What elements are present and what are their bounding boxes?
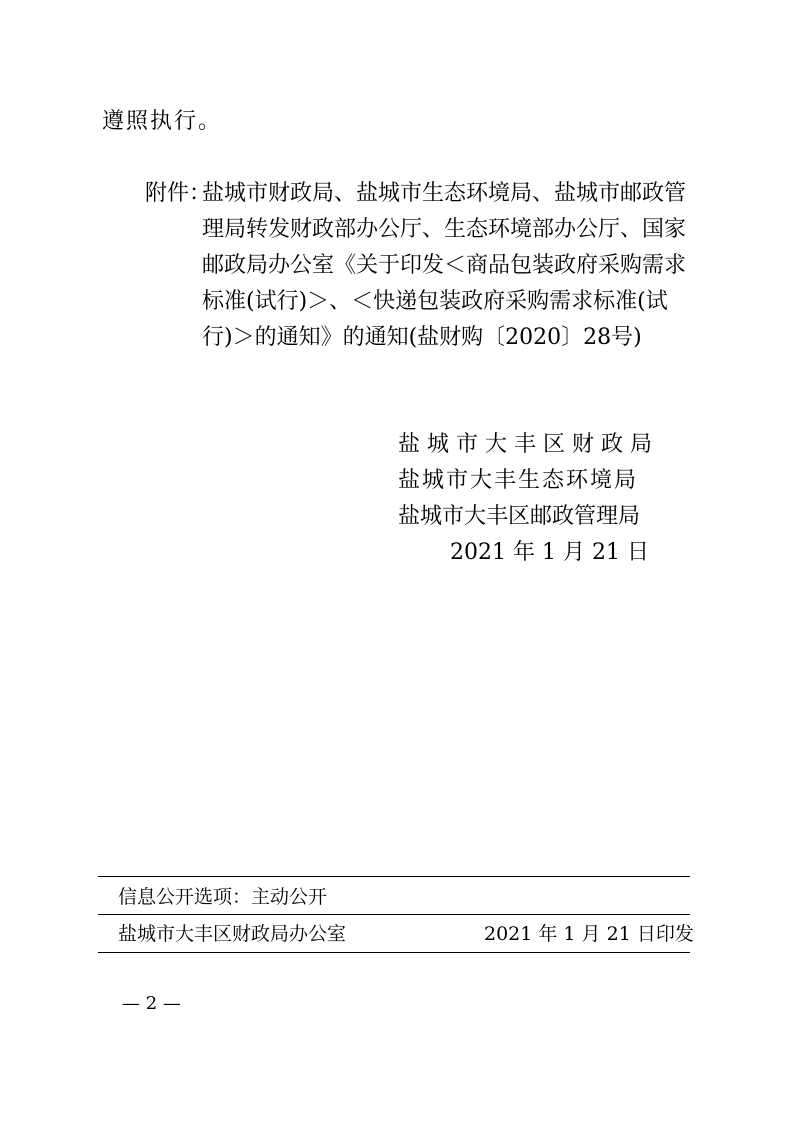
intro-line: 遵照执行。 — [102, 109, 223, 134]
issuing-office: 盐城市大丰区财政局办公室 — [118, 923, 347, 945]
attachment-line: 理局转发财政部办公厅、生态环境部办公厅、国家 — [202, 217, 687, 242]
attachment-line: 盐城市财政局、盐城市生态环境局、盐城市邮政管 — [202, 181, 687, 206]
signature-org-environment: 盐城市大丰生态环境局 — [398, 468, 639, 493]
attachment-line: 邮政局办公室《关于印发＜商品包装政府采购需求 — [202, 253, 687, 278]
footer-bottom-rule — [98, 952, 690, 953]
attachment-label: 附件： — [145, 181, 212, 206]
issue-date: 2021 年 1 月 21 日印发 — [484, 923, 694, 945]
footer-top-rule — [98, 876, 690, 877]
attachment-line: 行)＞的通知》的通知(盐财购〔2020〕28号) — [202, 325, 642, 350]
page-number: — 2 — — [122, 993, 181, 1014]
signature-org-postal: 盐城市大丰区邮政管理局 — [398, 504, 641, 529]
footer-middle-rule — [98, 914, 690, 915]
attachment-line: 标准(试行)＞、＜快递包装政府采购需求标准(试 — [202, 289, 668, 314]
signature-org-finance: 盐 城 市 大 丰 区 财 政 局 — [398, 432, 652, 457]
signature-date: 2021 年 1 月 21 日 — [450, 540, 649, 565]
disclosure-option: 信息公开选项：主动公开 — [118, 886, 328, 908]
